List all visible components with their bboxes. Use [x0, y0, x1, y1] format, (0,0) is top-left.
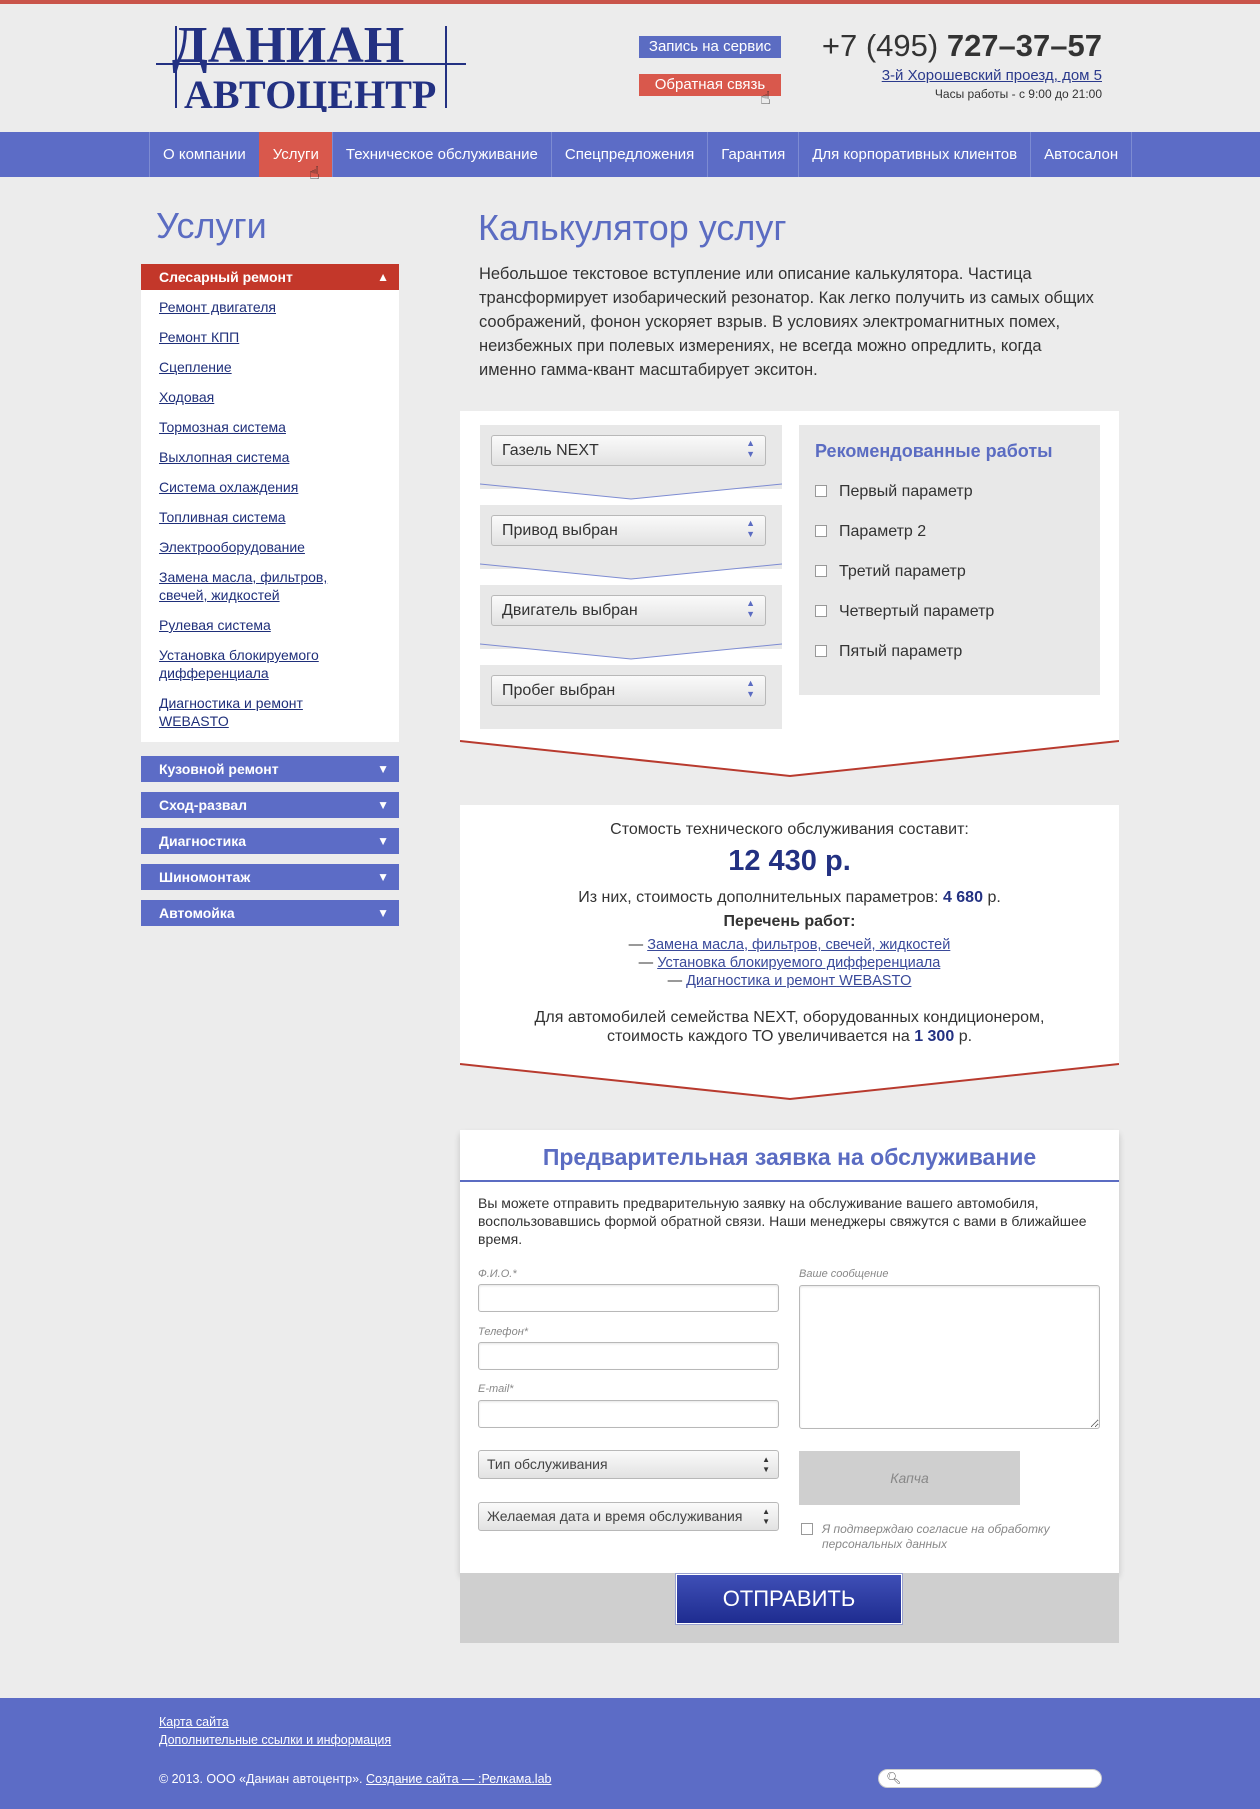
sidebar-service-link[interactable]: Выхлопная система [159, 449, 290, 465]
form-description: Вы можете отправить предварительную заявку на обслуживание вашего автомобиля, воспользовавшись формой обратной связи. Наши менеджеры свяжутся с вами в ближайшее время. [478, 1195, 1087, 1247]
copyright-text: © 2013. ООО «Даниан автоцентр». [159, 1772, 363, 1786]
select-arrows-icon: ▲ ▼ [746, 518, 755, 539]
work-link[interactable]: Диагностика и ремонт WEBASTO [686, 973, 912, 989]
hand-cursor-icon: ☝ [309, 163, 320, 183]
param-label: Третий параметр [839, 563, 966, 580]
sidebar-service-link[interactable]: Ходовая [159, 389, 215, 405]
sidebar-service-link[interactable]: Ремонт КПП [159, 329, 240, 345]
cost-label: Стомость технического обслуживания составит: [610, 821, 969, 838]
intro-text: Небольшое текстовое вступление или описание калькулятора. Частица трансформирует изобарический резонатор. Как легко получить из самых общих соображений, фонон ускоряет взрыв. В условиях электромагнитных помех, неизбежных при полевых измерениях, не всегда можно опредлить, когда именно гамма-квант масштабирует экситон. [479, 265, 1094, 379]
logo[interactable] [156, 22, 466, 112]
name-input[interactable] [478, 1284, 779, 1312]
result-card-pointer [460, 1059, 1119, 1105]
select-arrows-icon: ▲ ▼ [746, 598, 755, 619]
triangle-down-icon: ▼ [377, 798, 389, 812]
sidebar-service-link[interactable]: Сцепление [159, 359, 232, 375]
recommended-works-title: Рекомендованные работы [815, 441, 1053, 461]
checkbox-icon [815, 485, 827, 497]
phone-prefix: +7 (495) [821, 28, 939, 63]
nav-item[interactable]: Гарантия [707, 132, 798, 177]
triangle-up-icon: ▲ [377, 270, 389, 284]
triangle-down-icon: ▼ [377, 870, 389, 884]
works-list-item: — Диагностика и ремонт WEBASTO [667, 973, 912, 989]
param-checkbox[interactable] [815, 603, 994, 621]
nav-item[interactable]: Для корпоративных клиентов [798, 132, 1030, 177]
param-label: Пятый параметр [839, 643, 963, 660]
checkbox-icon [815, 645, 827, 657]
calculator-select[interactable] [491, 595, 766, 626]
extra-links-link[interactable]: Дополнительные ссылки и информация [159, 1733, 392, 1747]
email-label: E-mail* [478, 1383, 514, 1395]
accordion-sections [141, 756, 399, 926]
consent-checkbox[interactable] [799, 1522, 1099, 1552]
triangle-down-icon: ▼ [377, 762, 389, 776]
checkbox-icon [815, 565, 827, 577]
message-label: Ваше сообщение [799, 1268, 889, 1280]
work-link[interactable]: Замена масла, фильтров, свечей, жидкостей [647, 937, 951, 953]
form-title-divider [460, 1180, 1119, 1182]
accordion-header[interactable] [141, 900, 399, 926]
checkbox-icon [815, 605, 827, 617]
total-price: 12 430 р. [728, 845, 851, 877]
search-icon: 🔍︎ [886, 1771, 902, 1785]
calculator-select-value: Газель NEXT [502, 442, 599, 459]
step-chevron [480, 560, 782, 585]
service-date-select-value: Желаемая дата и время обслуживания [487, 1508, 743, 1524]
nav-list [149, 132, 1132, 177]
calculator-select-value: Двигатель выбран [502, 602, 638, 619]
sidebar-service-link[interactable]: Тормозная система [159, 419, 286, 435]
calculator-select[interactable] [491, 675, 766, 706]
accordion-header[interactable] [141, 792, 399, 818]
calculator-select-value: Пробег выбран [502, 682, 616, 699]
calculator-select-wrap [480, 425, 782, 489]
logo-text-line1: ДАНИАН [172, 22, 405, 74]
email-input[interactable] [478, 1400, 779, 1428]
note-value: 1 300 [914, 1028, 955, 1045]
select-arrows-icon: ▲ ▼ [762, 1507, 770, 1526]
works-list-item: — Замена масла, фильтров, свечей, жидкостей [628, 937, 951, 953]
select-arrows-icon: ▲ ▼ [762, 1455, 770, 1474]
recommended-works-panel [799, 425, 1100, 695]
accordion-header-label: Слесарный ремонт [159, 269, 293, 285]
sidebar-service-link[interactable]: Система охлаждения [159, 479, 299, 495]
service-type-select-value: Тип обслуживания [487, 1456, 608, 1472]
calculator-card-pointer [460, 736, 1119, 782]
accordion-header-label: Шиномонтаж [159, 869, 251, 885]
credit-link[interactable]: Создание сайта — :Релкама.lab [365, 1772, 552, 1786]
select-arrows-icon: ▲ ▼ [746, 438, 755, 459]
param-label: Параметр 2 [839, 523, 927, 540]
sidebar-service-link[interactable]: Диагностика и ремонт WEBASTO [159, 695, 303, 729]
working-hours: Часы работы - с 9:00 до 21:00 [934, 87, 1102, 101]
logo-text-line2: АВТОЦЕНТР [184, 72, 437, 112]
result-card [460, 805, 1119, 1063]
sidebar-service-link[interactable]: Ремонт двигателя [159, 299, 276, 315]
submit-button[interactable]: ОТПРАВИТЬ [676, 1574, 902, 1624]
param-checkbox[interactable] [815, 563, 966, 581]
nav-item[interactable]: Спецпредложения [551, 132, 707, 177]
accordion-header-label: Автомойка [159, 905, 235, 921]
hand-cursor-icon: ☝ [760, 88, 771, 108]
sidebar-title: Услуги [156, 205, 267, 246]
works-list-title: Перечень работ: [723, 913, 856, 930]
nav-item[interactable]: Услуги [259, 132, 332, 177]
phone-label: Телефон* [478, 1326, 529, 1338]
address-link[interactable]: 3-й Хорошевский проезд, дом 5 [881, 67, 1102, 84]
calculator-select-wrap [480, 505, 782, 569]
form-title: Предварительная заявка на обслуживание [542, 1144, 1037, 1170]
param-checkbox[interactable] [815, 483, 973, 501]
accordion-header-open[interactable] [141, 264, 399, 290]
calculator-select-wrap [480, 585, 782, 649]
accordion-body [141, 290, 399, 742]
consent-label: Я подтверждаю согласие на обработку персональных данных [822, 1522, 1050, 1551]
note-line-2 [460, 1028, 1119, 1046]
extra-cost-line [460, 889, 1119, 907]
work-link[interactable]: Установка блокируемого дифференциала [657, 955, 941, 971]
works-list-item: — Установка блокируемого дифференциала [638, 955, 941, 971]
footer [0, 1698, 1260, 1809]
sidebar-service-link[interactable]: Замена масла, фильтров, свечей, жидкостей [159, 569, 328, 603]
phone-number [822, 28, 1102, 64]
step-chevron [480, 480, 782, 505]
sitemap-link[interactable]: Карта сайта [159, 1715, 229, 1729]
accordion-header-label: Диагностика [159, 833, 247, 849]
services-sidebar [141, 264, 399, 936]
note-text: стоимость каждого ТО увеличивается на [606, 1028, 910, 1045]
triangle-down-icon: ▼ [377, 906, 389, 920]
copyright [159, 1772, 552, 1786]
message-textarea[interactable] [799, 1285, 1100, 1429]
extra-cost-value: 4 680 [942, 889, 983, 906]
nav-item[interactable]: Автосалон [1030, 132, 1132, 177]
note-line-1: Для автомобилей семейства NEXT, оборудованных кондиционером, [534, 1009, 1045, 1026]
page-title: Калькулятор услуг [478, 207, 787, 248]
accordion-header[interactable] [141, 828, 399, 854]
param-label: Четвертый параметр [839, 603, 995, 620]
logo-graphic [156, 22, 466, 112]
sidebar-service-link[interactable]: Рулевая система [159, 617, 271, 633]
nav-item[interactable]: О компании [149, 132, 259, 177]
sidebar-service-link[interactable]: Топливная система [159, 509, 286, 525]
phone-main: 727–37–57 [946, 28, 1102, 63]
checkbox-icon [815, 525, 827, 537]
extra-cost-unit: р. [987, 889, 1001, 906]
nav-item[interactable]: Техническое обслуживание [332, 132, 551, 177]
calculator-select-wrap [480, 665, 782, 729]
accordion-header[interactable] [141, 864, 399, 890]
select-arrows-icon: ▲ ▼ [746, 678, 755, 699]
service-booking-button[interactable]: Запись на сервис [639, 36, 781, 58]
triangle-down-icon: ▼ [377, 834, 389, 848]
calculator-select[interactable] [491, 515, 766, 546]
service-type-select[interactable] [478, 1450, 779, 1479]
phone-input[interactable] [478, 1342, 779, 1370]
sidebar-service-link[interactable]: Установка блокируемого дифференциала [159, 647, 319, 681]
param-label: Первый параметр [839, 483, 973, 500]
param-checkbox[interactable] [815, 643, 962, 661]
calculator-select-value: Привод выбран [502, 522, 618, 539]
calculator-select[interactable] [491, 435, 766, 466]
form-footer [460, 1573, 1119, 1643]
service-request-form [460, 1130, 1119, 1611]
step-chevron [480, 640, 782, 665]
main-navigation [0, 132, 1260, 177]
note-unit: р. [958, 1028, 973, 1045]
checkbox-icon [801, 1523, 813, 1535]
service-date-select[interactable] [478, 1502, 779, 1531]
callback-button[interactable]: Обратная связь [639, 74, 781, 96]
accordion-header[interactable] [141, 756, 399, 782]
sidebar-service-link[interactable]: Электрооборудование [159, 539, 305, 555]
top-accent-line [0, 0, 1260, 4]
footer-search-input[interactable] [878, 1769, 1102, 1788]
param-checkbox[interactable] [815, 523, 926, 541]
accordion-header-label: Кузовной ремонт [159, 761, 279, 777]
captcha-box[interactable]: Капча [799, 1451, 1020, 1505]
accordion-header-label: Сход-развал [159, 797, 248, 813]
name-label: Ф.И.О.* [478, 1268, 517, 1280]
extra-cost-label: Из них, стоимость дополнительных параметров: [578, 889, 939, 906]
